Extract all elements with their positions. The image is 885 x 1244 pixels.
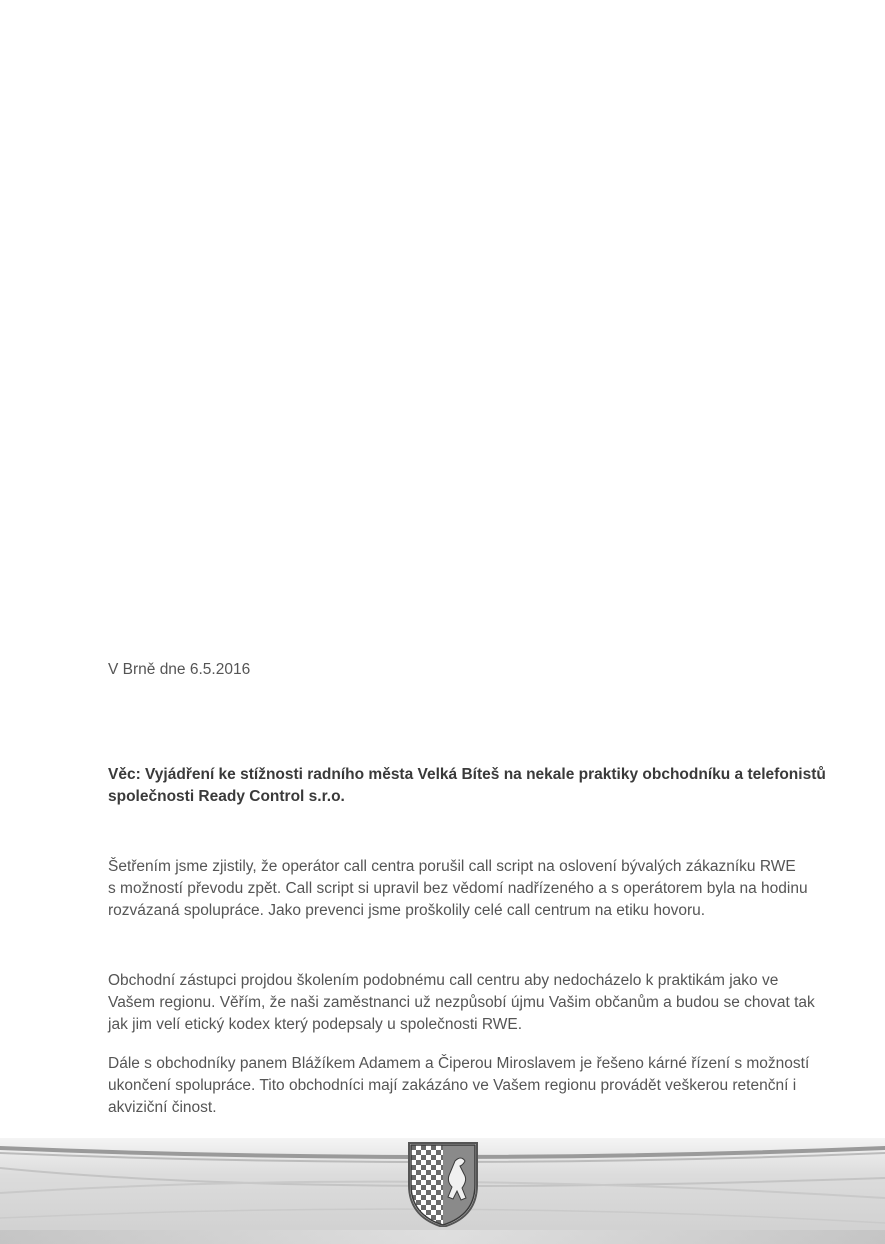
- paragraph-investigation: [108, 856, 828, 922]
- paragraph-line: rozvázaná spolupráce. Jako prevenci jsme proškolily celé call centrum na etiku hovoru.: [108, 902, 706, 919]
- paragraph-line: Dále s obchodníky panem Blážíkem Adamem a Čiperou Miroslavem je řešeno kárné řízení s možností: [108, 1055, 810, 1072]
- subject-line: společnosti Ready Control s.r.o.: [108, 788, 345, 805]
- date-line: V Brně dne 6.5.2016: [108, 661, 251, 678]
- paragraph-line: Obchodní zástupci projdou školením podobnému call centru aby nedocházelo k praktikám jako ve: [108, 972, 779, 989]
- subject-line: Věc: Vyjádření ke stížnosti radního města Velká Bíteš na nekale praktiky obchodníku a telefonistů: [108, 766, 826, 783]
- paragraph-line: s možností převodu zpět. Call script si upravil bez vědomí nadřízeného a s operátorem byla na hodinu: [108, 880, 808, 897]
- paragraph-line: akviziční činost.: [108, 1099, 217, 1116]
- letter-subject: [108, 764, 828, 808]
- paragraph-training: [108, 970, 828, 1036]
- coat-of-arms-icon: [407, 1141, 479, 1227]
- paragraph-line: jak jim velí etický kodex který podepsaly u společnosti RWE.: [108, 1016, 523, 1033]
- paragraph-line: ukončení spolupráce. Tito obchodníci mají zakázáno ve Vašem regionu provádět veškerou retenční i: [108, 1077, 797, 1094]
- paragraph-disciplinary: [108, 1053, 828, 1119]
- paragraph-line: Vašem regionu. Věřím, že naši zaměstnanci už nezpůsobí újmu Vašim občanům a budou se chovat tak: [108, 994, 815, 1011]
- letter-date: [108, 659, 828, 681]
- paragraph-line: Šetřením jsme zjistily, že operátor call centra porušil call script na oslovení bývalých zákazníku RWE: [108, 858, 796, 875]
